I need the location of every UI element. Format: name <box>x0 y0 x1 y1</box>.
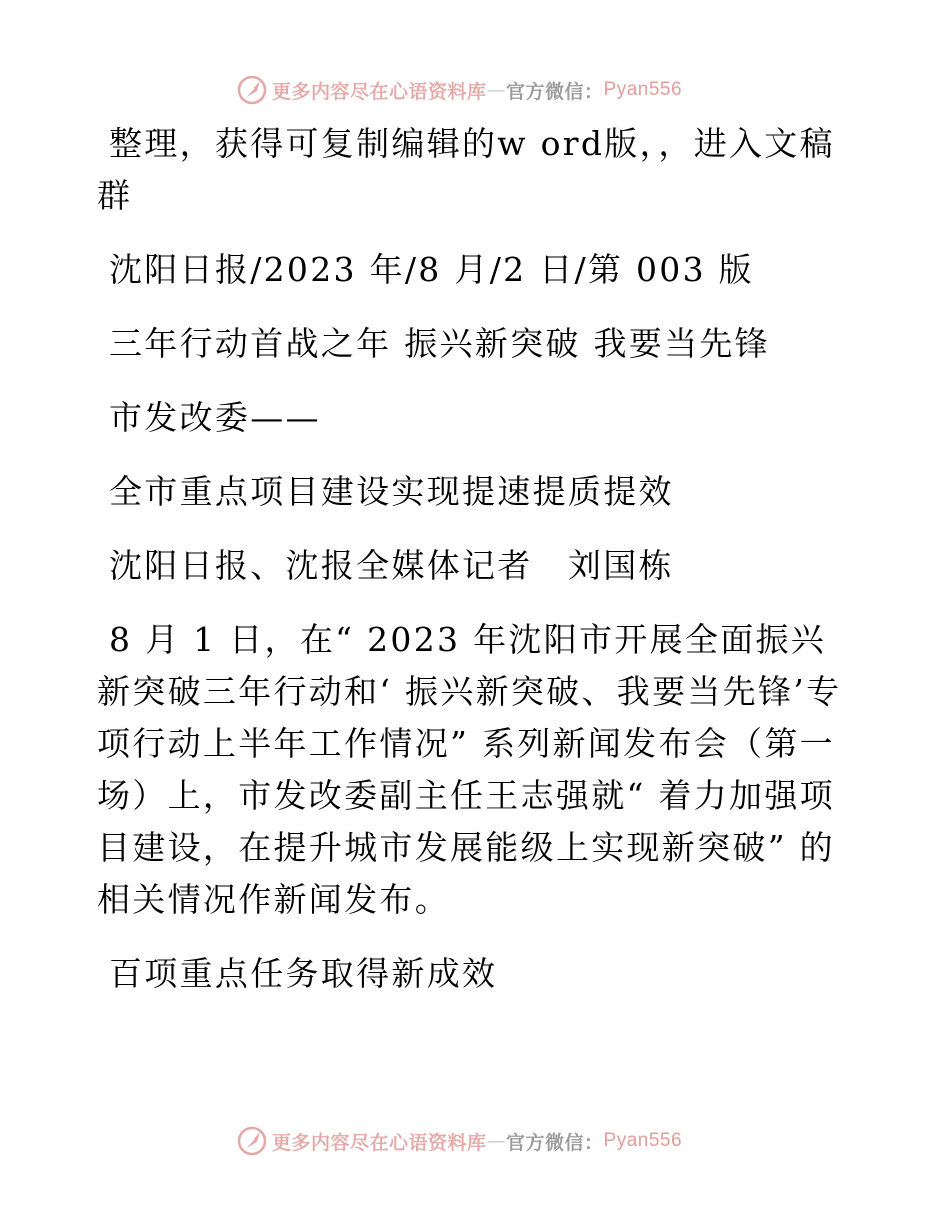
section-heading: 百项重点任务取得新成效 <box>109 954 498 993</box>
byline: 沈阳日报、沈报全媒体记者 刘国栋 <box>109 546 674 585</box>
column-title: 三年行动首战之年 振兴新突破 我要当先锋 <box>109 324 770 363</box>
paragraph-intro: 整理，获得可复制编辑的w ord版，，进入文稿群 <box>97 124 835 215</box>
watermark-wechat-label: 官方微信： <box>506 80 604 103</box>
watermark-wechat-id: Pyan556 <box>603 79 683 100</box>
watermark-text: 更多内容尽在心语资料库 <box>272 1131 487 1154</box>
watermark-wechat-label: 官方微信： <box>506 1131 604 1154</box>
watermark-text: 更多内容尽在心语资料库 <box>272 80 487 103</box>
watermark-wechat-id: Pyan556 <box>603 1130 683 1151</box>
watermark-separator: — <box>486 79 507 101</box>
department-line: 市发改委—— <box>109 398 321 437</box>
article-headline: 全市重点项目建设实现提速提质提效 <box>109 472 674 511</box>
footer-watermark <box>236 1124 682 1158</box>
document-body <box>97 118 849 1022</box>
quill-logo-icon <box>236 74 268 106</box>
source-line: 沈阳日报/2023 年/8 月/2 日/第 003 版 <box>109 250 754 289</box>
watermark-separator: — <box>486 1130 507 1152</box>
header-watermark <box>236 73 682 107</box>
quill-logo-icon <box>236 1125 268 1157</box>
body-paragraph: 8 月 1 日，在“ 2023 年沈阳市开展全面振兴新突破三年行动和‘ 振兴新突破、我要当先锋’专项行动上半年工作情况” 系列新闻发布会（第一场）上，市发改委副主任王志强就“ 着力加强项目建设，在提升城市发展能级上实现新突破” 的相关情况作新闻发布。 <box>97 620 842 919</box>
